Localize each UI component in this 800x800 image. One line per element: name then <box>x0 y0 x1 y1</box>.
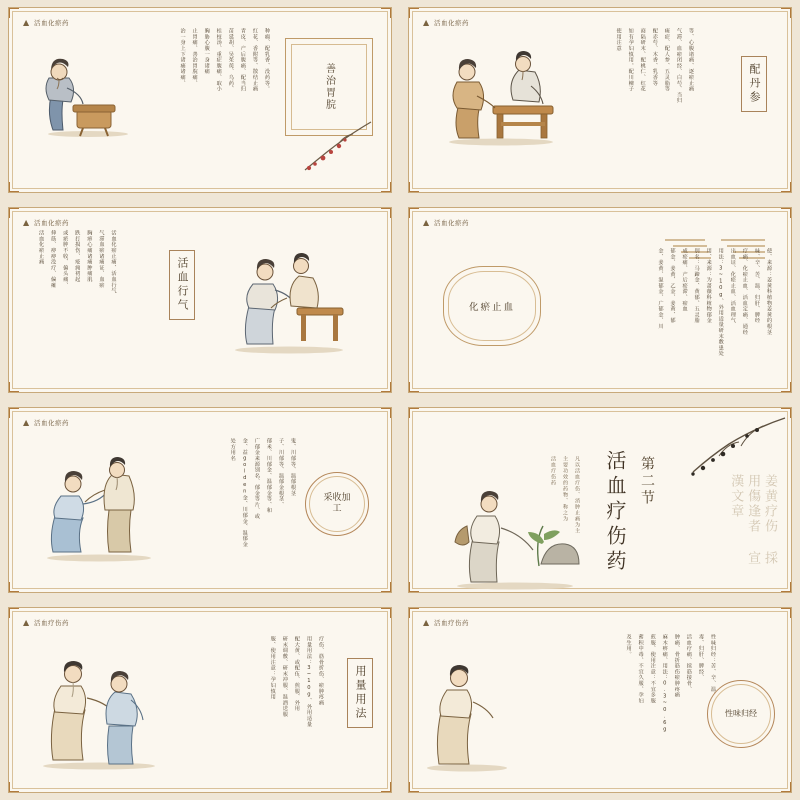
corner-ornament <box>8 582 19 593</box>
corner-ornament <box>408 182 419 193</box>
logo-label: 活血化瘀药 <box>34 19 69 27</box>
slide-4-title-frame <box>443 266 541 346</box>
corner-ornament <box>381 582 392 593</box>
text-column: 研末调敷、研末冲服、温酒送服 <box>281 636 288 718</box>
slide-logo <box>423 18 469 27</box>
corner-ornament <box>408 607 419 618</box>
corner-ornament <box>781 382 792 393</box>
mountain-icon: ▲ <box>23 17 30 27</box>
mountain-icon: ▲ <box>23 617 30 627</box>
figure-herbalist-with-mortar <box>33 50 133 140</box>
slide-card <box>408 407 792 593</box>
slide-1[interactable] <box>0 0 400 200</box>
corner-ornament <box>781 582 792 593</box>
slide-3[interactable] <box>0 200 400 400</box>
slide-card <box>8 607 392 793</box>
logo-label: 活血疗伤药 <box>434 619 469 627</box>
corner-ornament <box>781 782 792 793</box>
logo-label: 活血化瘀药 <box>434 19 469 27</box>
text-column: 配赤芍、木香、乳香等 <box>651 28 658 86</box>
corner-ornament <box>408 382 419 393</box>
slide-6[interactable] <box>400 400 800 600</box>
text-column: 用量用法：3~10g、外用适量 <box>305 636 312 727</box>
text-column: 治一身上下诸痛诸痛、 <box>179 28 186 86</box>
text-column: 疗伤、筋骨折伤、瘀肿疼痛 <box>318 636 324 706</box>
slide-card <box>8 207 392 393</box>
slide-5-title: 采收加工 <box>323 492 351 514</box>
slide-card <box>408 207 792 393</box>
text-column: 处方用名 <box>229 438 236 462</box>
slide-2-title: 配丹参 <box>748 63 761 105</box>
text-column: 活血化瘀止痛 <box>38 230 45 265</box>
slide-logo <box>23 218 69 227</box>
slide-3-text-columns <box>37 230 117 380</box>
text-column: 商陆研末、配桃仁、红花 <box>639 28 646 92</box>
corner-ornament <box>408 782 419 793</box>
text-column: 配大黄、或配伍、煎服、外用 <box>293 636 300 712</box>
text-column: 广郁金来源别名、郁金等片、或 <box>253 438 260 520</box>
text-column: 用法：3~10g、外用适量研末敷患处 <box>717 248 724 357</box>
text-column: 伸筋、痹痹没疗、偏瘫 <box>50 230 57 288</box>
figure-kneeling-patient-and-elder <box>35 454 165 564</box>
slide-6-title: 活血疗伤药 <box>603 450 627 575</box>
slide-logo <box>23 18 69 27</box>
text-column: 种瘤、配乳香、没药等。 <box>264 28 270 92</box>
mountain-icon: ▲ <box>23 217 30 227</box>
slide-4[interactable] <box>400 200 800 400</box>
text-column: 活血化瘀止痛、活血行气 <box>110 230 117 294</box>
text-column: 活血疗痛、续筋接骨、 <box>685 634 692 692</box>
corner-ornament <box>781 407 792 418</box>
corner-ornament <box>8 7 19 18</box>
slide-3-title-frame <box>169 250 195 320</box>
corner-ornament <box>8 182 19 193</box>
corner-ornament <box>381 407 392 418</box>
text-column: 成瘀痛、产后瘀滞、瘀血 <box>681 248 688 312</box>
logo-label: 活血化瘀药 <box>34 419 69 427</box>
slide-card <box>8 407 392 593</box>
slide-3-title: 活血行气 <box>176 257 189 313</box>
text-column: 主要功效的药物、称之为 <box>562 456 568 522</box>
text-column: 痰症、配人参、五灵脂等 <box>663 28 670 92</box>
corner-ornament <box>381 382 392 393</box>
slide-1-text-columns <box>179 28 272 178</box>
text-column: 肿痛、骨折筋伤瘀肿疼痛 <box>673 634 680 698</box>
corner-ornament <box>781 607 792 618</box>
text-column: 金、益golden金、川郁金、温郁金 <box>241 438 248 548</box>
slide-6-section-label: 第二节 <box>639 456 655 507</box>
slide-7-title-frame <box>347 658 373 728</box>
mountain-icon: ▲ <box>423 17 430 27</box>
text-column: 止胃痛、善治胃脘痛、 <box>191 28 198 86</box>
text-column: 气滞血瘀诸痛证、血瘀 <box>98 230 105 288</box>
slide-8-title-frame <box>707 680 775 748</box>
text-column: 性味归经：苦、辛、温、 <box>710 634 716 698</box>
slide-logo <box>423 618 469 627</box>
slide-card <box>408 7 792 193</box>
figure-patient-and-doctor <box>225 246 355 356</box>
corner-ornament <box>408 207 419 218</box>
corner-ornament <box>381 607 392 618</box>
slide-6-text-columns <box>549 456 581 534</box>
text-column: 青皮、产后腹痛、配当归 <box>239 28 246 92</box>
text-column: 跌打损伤、疮痈初起 <box>74 230 81 283</box>
text-column: 子、川郁等、温郁金根茎、 <box>277 438 284 508</box>
corner-ornament <box>408 582 419 593</box>
figure-two-elders <box>423 656 513 776</box>
slide-8-text-columns <box>625 634 718 784</box>
logo-label: 活血化瘀药 <box>34 219 69 227</box>
slide-6-calligraphy: 姜黄疗伤 採用傷逢者 宣漢文章 <box>728 474 777 566</box>
logo-label: 活血化瘀药 <box>434 219 469 227</box>
text-column: 气滞、血瘀闭经、白芍、当归 <box>675 28 682 104</box>
slide-2-title-frame <box>741 56 767 112</box>
slide-7-text-columns <box>269 636 325 782</box>
slide-5-text-columns <box>229 438 297 578</box>
text-column: 郁米、川郁金、温郁金等、和 <box>265 438 272 514</box>
text-column: 使、来源：姜黄科植物姜黄的根茎 <box>766 248 772 335</box>
text-column: 及生用。 <box>625 634 632 658</box>
slide-card <box>408 607 792 793</box>
mountain-icon: ▲ <box>23 417 30 427</box>
corner-ornament <box>8 607 19 618</box>
text-column: 用、来源：为蔷薇科植物郁金 <box>705 248 712 324</box>
slide-7[interactable] <box>0 600 400 800</box>
text-column: 胸胁心腹一身诸痛 <box>203 28 210 75</box>
slide-8-title: 性味归经 <box>725 709 757 718</box>
text-column: 蓄积中毒、不宜久服、孕妇 <box>637 634 644 704</box>
corner-ornament <box>8 782 19 793</box>
corner-ornament <box>781 207 792 218</box>
logo-label: 活血疗伤药 <box>34 619 69 627</box>
slide-2-text-columns <box>615 28 695 178</box>
slide-logo <box>23 418 69 427</box>
corner-ornament <box>381 782 392 793</box>
text-column: 味、辛、苦、温、归肝、脾经 <box>753 248 760 324</box>
text-column: 桂枝汤、重症腹痛、取小 <box>215 28 222 92</box>
text-column: 如有孕妇慎用，配川楝子 <box>627 28 634 92</box>
corner-ornament <box>781 7 792 18</box>
slide-8[interactable] <box>400 600 800 800</box>
corner-ornament <box>8 382 19 393</box>
corner-ornament <box>381 182 392 193</box>
corner-ornament <box>408 7 419 18</box>
text-column: 红花、香附等、散结止痛 <box>251 28 258 92</box>
slide-1-title: 善治胃脘 <box>323 63 335 111</box>
mountain-icon: ▲ <box>423 617 430 627</box>
text-column: 胸痹心痛诸痛肿痛肌 <box>86 230 93 283</box>
corner-ornament <box>408 407 419 418</box>
text-column: 金、姜黄、温郁金、广郁金、川 <box>657 248 664 330</box>
slide-5[interactable] <box>0 400 400 600</box>
corner-ornament <box>381 7 392 18</box>
slide-4-title: 化瘀止血 <box>468 302 516 313</box>
figure-two-scholars-at-table <box>435 48 565 148</box>
slide-2[interactable] <box>400 0 800 200</box>
text-column: 别名：马蹄金、黄郁、五灵脂 <box>693 248 700 324</box>
text-column: 疗痛、化瘀止血、活血定痛、通经 <box>741 248 748 335</box>
corner-ornament <box>381 207 392 218</box>
corner-ornament <box>8 407 19 418</box>
slide-logo <box>23 618 69 627</box>
text-column: 麻木痹痛、用法：0.3~0.6g <box>661 634 668 734</box>
text-column: 毒、归肝、脾经、 <box>697 634 704 681</box>
text-column: 活血疗伤药 <box>550 456 556 486</box>
figure-elder-and-patient <box>31 654 171 774</box>
slide-7-title: 用量用法 <box>354 665 367 721</box>
slide-card <box>8 7 392 193</box>
text-column: 使用注意 <box>615 28 622 52</box>
slide-logo <box>423 218 469 227</box>
text-column: 煎服、使用注意：不宜多服 <box>649 634 656 704</box>
text-column: 出血证、化瘀止血、活血理气 <box>729 248 736 324</box>
corner-ornament <box>8 207 19 218</box>
text-column: 凡以活血疗伤、消肿止痛为主 <box>574 456 580 534</box>
slide-5-title-frame <box>305 472 369 536</box>
text-column: 郁金、姜黄、乙金、姜黄、郁 <box>669 248 676 324</box>
text-column: 等、心腹诸痛、逐瘀止痛 <box>688 28 694 92</box>
corner-ornament <box>781 182 792 193</box>
slide-4-text-columns <box>656 248 773 380</box>
text-column: 或瘀肿不收、偏头痛、 <box>62 230 69 288</box>
text-column: 苗延胡、吴茱萸、乌药、 <box>227 28 234 92</box>
text-column: 鬼、川郁等、温郁根茎 <box>290 438 296 496</box>
text-column: 服、使用注意：孕妇慎用 <box>269 636 276 700</box>
slide-1-title-frame <box>285 38 373 136</box>
mountain-icon: ▲ <box>423 217 430 227</box>
